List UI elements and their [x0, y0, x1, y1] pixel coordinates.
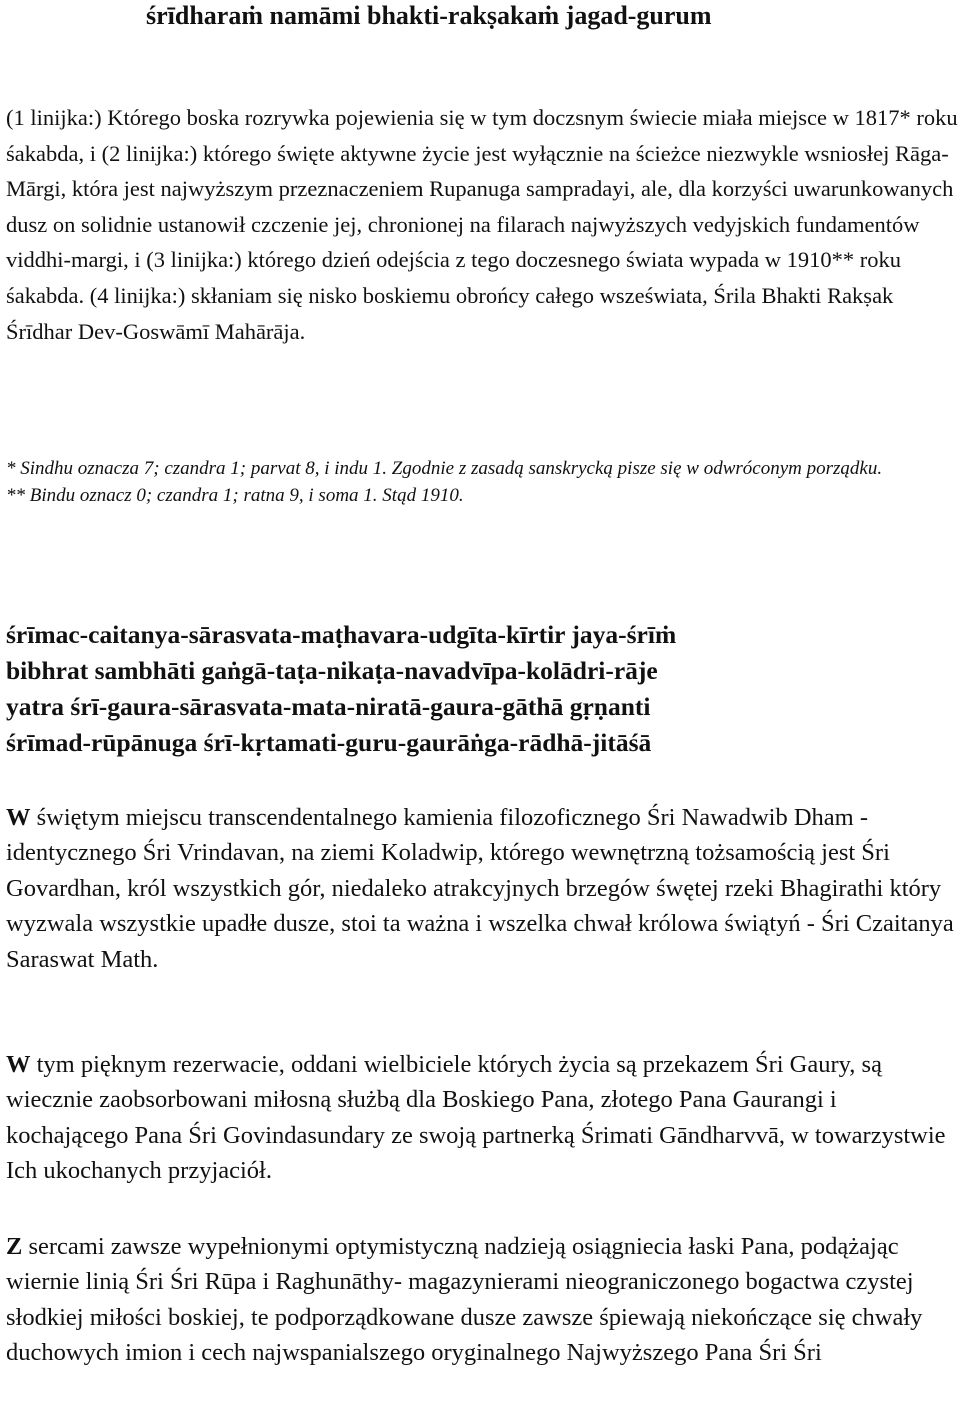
sanskrit-verse — [6, 617, 958, 761]
verse-line-2: bibhrat sambhāti gaṅgā-taṭa-nikaṭa-navadvīpa-kolādri-rāje — [6, 656, 658, 685]
verse-line-1: śrīmac-caitanya-sārasvata-maṭhavara-udgīta-kīrtir jaya-śrīṁ — [6, 620, 677, 649]
verse-line-3: yatra śrī-gaura-sārasvata-mata-niratā-gaura-gāthā gṛṇanti — [6, 692, 651, 721]
drop-initial: W — [6, 804, 31, 831]
paragraph-text: tym pięknym rezerwacie, oddani wielbiciele których życia są przekazem Śri Gaury, są wiecznie zaobsorbowani miłosną służbą dla Boskiego Pana, złotego Pana Gaurangi i kochającego Pana Śri Govindasundary ze swoją partnerką Śrimati Gāndharvvā, w towarzystwie Ich ukochanych przyjaciół. — [6, 1051, 946, 1185]
drop-initial: W — [6, 1051, 31, 1078]
body-paragraph-3 — [6, 1229, 958, 1371]
paragraph-text: świętym miejscu transcendentalnego kamienia filozoficznego Śri Nawadwib Dham - identycznego Śri Vrindavan, na ziemi Koladwip, którego wewnętrzną tożsamością jest Śri Govardhan, król wszystkich gór, niedaleko atrakcyjnych brzegów śwętej rzeki Bhagirathi który wyzwala wszystkie upadłe dusze, stoi ta ważna i wszelka chwał królowa świątyń - Śri Czaitanya Saraswat Math. — [6, 804, 954, 973]
paragraph-text: sercami zawsze wypełnionymi optymistyczną nadzieją osiągniecia łaski Pana, podążając wiernie linią Śri Śri Rūpa i Raghunāthy- magazynierami nieograniczonego bogactwa czystej słodkiej miłości boskiej, te podporządkowane dusze zawsze śpiewają niekończące się chwały duchowych imion i cech najwspanialszego oryginalnego Najwyższego Pana Śri Śri — [6, 1233, 923, 1367]
footnote-2: ** Bindu oznacz 0; czandra 1; ratna 9, i soma 1. Stąd 1910. — [6, 485, 464, 506]
intro-paragraph: (1 linijka:) Którego boska rozrywka pojewienia się w tym doczsnym świecie miała miejsce w 1817* roku śakabda, i (2 linijka:) którego święte aktywne życie jest wyłącznie na ścieżce niezwykle wsniosłej Rāga-Mārgi, która jest najwyższym przeznaczeniem Rupanuga sampradayi, ale, dla korzyści uwarunkowanych dusz on solidnie ustanowił czczenie jej, chronionej na filarach najwyższych vedyjskich fundamentów viddhi-margi, i (3 linijka:) którego dzień odejścia z tego doczesnego świata wypada w 1910** roku śakabda. (4 linijka:) skłaniam się nisko boskiemu obrońcy całego wszeświata, Śrila Bhakti Rakṣak Śrīdhar Dev-Goswāmī Mahārāja. — [6, 105, 958, 344]
body-paragraph-2 — [6, 1047, 958, 1189]
footnote-1: * Sindhu oznacza 7; czandra 1; parvat 8, i indu 1. Zgodnie z zasadą sanskrycką pisze się w odwróconym porządku. — [6, 458, 883, 479]
footnotes — [6, 455, 958, 509]
body-paragraph-1 — [6, 800, 958, 977]
verse-line-4: śrīmad-rūpānuga śrī-kṛtamati-guru-gaurāṅga-rādhā-jitāśā — [6, 728, 652, 757]
drop-initial: Z — [6, 1233, 23, 1260]
page-title: śrīdharaṁ namāmi bhakti-rakṣakaṁ jagad-gurum — [146, 1, 712, 30]
